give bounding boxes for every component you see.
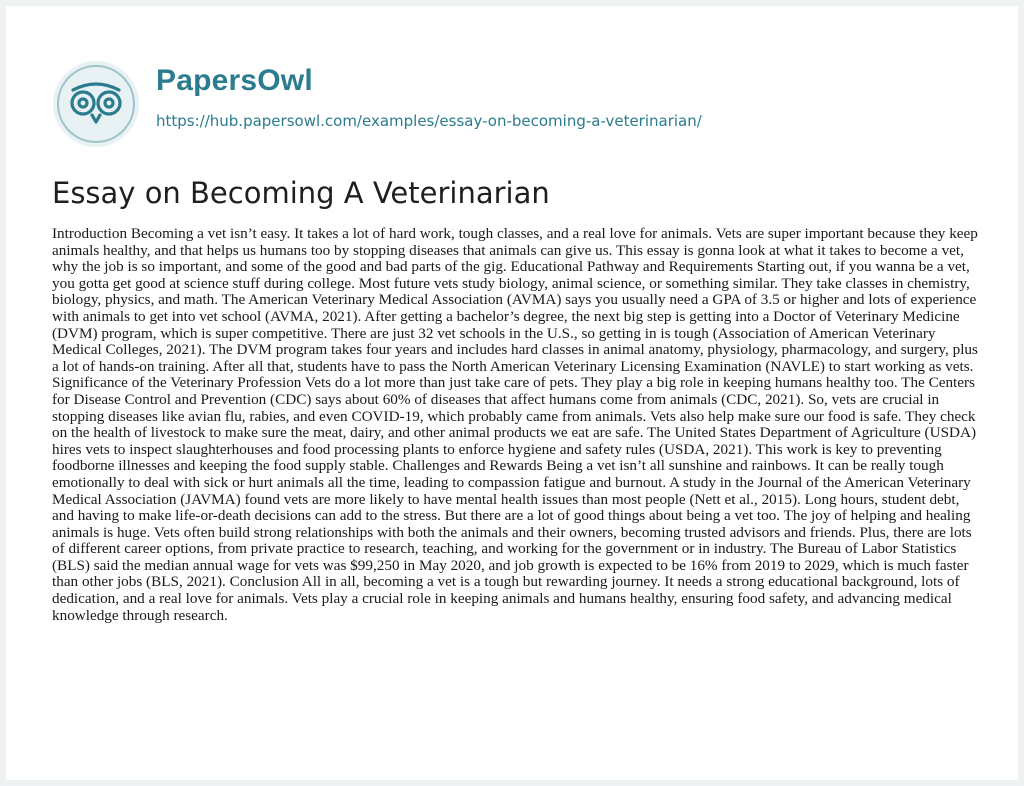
site-header: [52, 60, 952, 150]
owl-logo-icon: [52, 60, 140, 148]
source-url[interactable]: https://hub.papersowl.com/examples/essay-on-becoming-a-veterinarian/: [156, 112, 702, 130]
essay-body: Introduction Becoming a vet isn’t easy. It takes a lot of hard work, tough classes, and a real love for animals. Vets are super important because they keep animals healthy, and that helps us humans too by stopping diseases that animals can give us. This essay is gonna look at what it takes to become a vet, why the job is so important, and some of the good and bad parts of the gig. Educational Pathway and Requirements Starting out, if you wanna be a vet, you gotta get good at science stuff during college. Most future vets study biology, animal science, or something similar. They take classes in chemistry, biology, physics, and math. The American Veterinary Medical Association (AVMA) says you usually need a GPA of 3.5 or higher and lots of experience with animals to get into vet school (AVMA, 2021). After getting a bachelor’s degree, the next big step is getting into a Doctor of Veterinary Medicine (DVM) program, which is super competitive. There are just 32 vet schools in the U.S., so getting in is tough (Association of American Veterinary Medical Colleges, 2021). The DVM program takes four years and includes hard classes in animal anatomy, physiology, pharmacology, and surgery, plus a lot of hands-on training. After all that, students have to pass the North American Veterinary Licensing Examination (NAVLE) to start working as vets. Significance of the Veterinary Profession Vets do a lot more than just take care of pets. They play a big role in keeping humans healthy too. The Centers for Disease Control and Prevention (CDC) says about 60% of diseases that affect humans come from animals (CDC, 2021). So, vets are crucial in stopping diseases like avian flu, rabies, and even COVID-19, which probably came from animals. Vets also help make sure our food is safe. They check on the health of livestock to make sure the meat, dairy, and other animal products we eat are safe. The United States Department of Agriculture (USDA) hires vets to inspect slaughterhouses and food processing plants to enforce hygiene and safety rules (USDA, 2021). This work is key to preventing foodborne illnesses and keeping the food supply stable. Challenges and Rewards Being a vet isn’t all sunshine and rainbows. It can be really tough emotionally to deal with sick or hurt animals all the time, leading to compassion fatigue and burnout. A study in the Journal of the American Veterinary Medical Association (JAVMA) found vets are more likely to have mental health issues than most people (Nett et al., 2015). Long hours, student debt, and having to make life-or-death decisions can add to the stress. But there are a lot of good things about being a vet too. The joy of helping and healing animals is huge. Vets often build strong relationships with both the animals and their owners, becoming trusted advisors and friends. Plus, there are lots of different career options, from private practice to research, teaching, and working for the government or in industry. The Bureau of Labor Statistics (BLS) said the median annual wage for vets was $99,250 in May 2020, and job growth is expected to be 16% from 2019 to 2029, which is much faster than other jobs (BLS, 2021). Conclusion All in all, becoming a vet is a tough but rewarding journey. It needs a strong educational background, lots of dedication, and a real love for animals. Vets play a crucial role in keeping animals and humans healthy, ensuring food safety, and advancing medical knowledge through research.: [52, 225, 978, 624]
essay-title: Essay on Becoming A Veterinarian: [52, 176, 550, 210]
brand-name[interactable]: PapersOwl: [156, 64, 313, 97]
